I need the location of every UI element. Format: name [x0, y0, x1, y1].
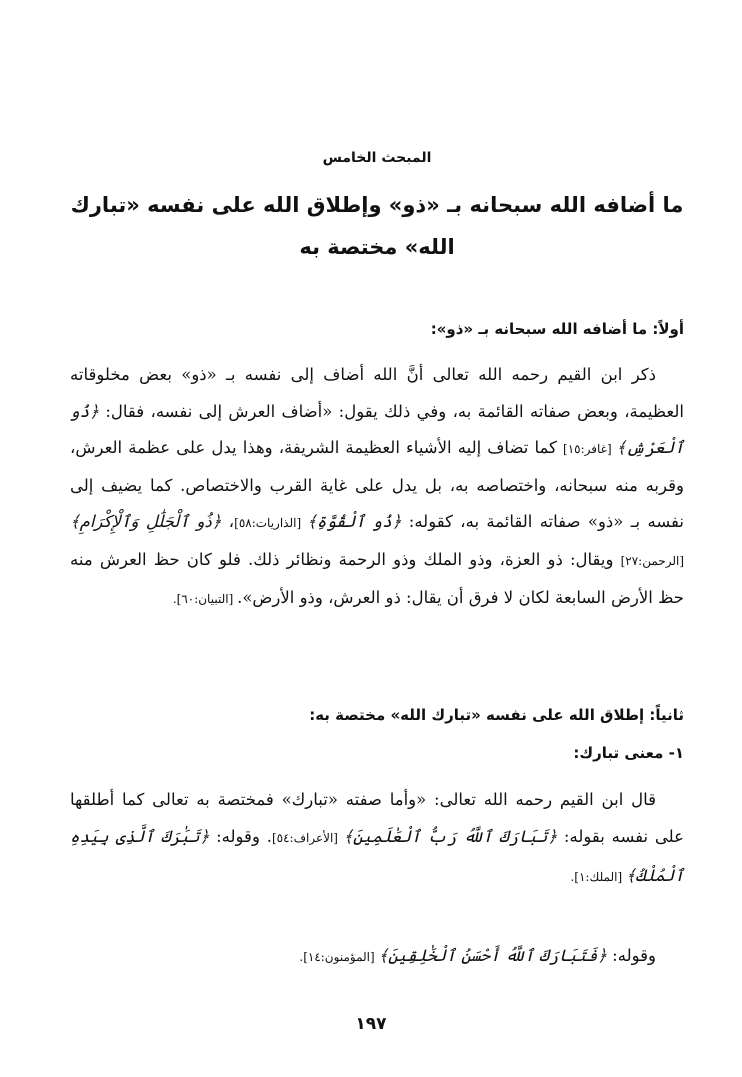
verse-reference: [الرحمن:٢٧]: [620, 553, 684, 568]
section-2-subheading: ١- معنى تبارك:: [573, 744, 684, 762]
paragraph-text: قال ابن القيم رحمه الله تعالى: «وأما صفته «تبارك» فمختصة به تعالى كما أطلقها على نفسه بقوله:: [70, 790, 684, 846]
quran-verse: ﴿ذُو ٱلْقُوَّةِ﴾: [307, 512, 402, 532]
quran-verse: ﴿ذُو ٱلْعَرْشِ﴾: [70, 401, 685, 458]
verse-reference: [الأعراف:٥٤]: [271, 831, 344, 845]
paragraph-text: ويقال: ذو العزة، وذو الملك وذو الرحمة ونظائر ذلك. فلو كان حظ العرش منه حظ الأرض السابعة لكان لا فرق أن يقال: ذو العرش، وذو الأرض».: [70, 549, 684, 607]
quran-verse: ﴿ذُو ٱلْجَلَٰلِ وَٱلْإِكْرَامِ﴾: [70, 512, 222, 532]
chapter-label: المبحث الخامس: [322, 150, 432, 166]
source-reference: [التبيان:٦٠].: [172, 591, 238, 606]
paragraph-text: . وقوله:: [209, 827, 272, 846]
paragraph-text: ذكر ابن القيم رحمه الله تعالى أنَّ الله أضاف إلى نفسه بـ «ذو» بعض مخلوقاته العظيمة، وبعض صفاته القائمة به، وفي ذلك يقول: «أضاف العرش إلى نفسه، فقال:: [70, 365, 684, 421]
section-1-paragraph: [70, 357, 684, 617]
quran-verse: ﴿فَتَبَارَكَ ٱللَّهُ أَحْسَنُ ٱلْخَٰلِقِينَ﴾: [378, 946, 607, 965]
title-line-2: الله» مختصة به: [299, 235, 455, 259]
paragraph-text: وقوله:: [606, 946, 656, 965]
quran-verse: ﴿تَبَٰرَكَ ٱلَّذِى بِيَدِهِ ٱلْمُلْكُ﴾: [70, 827, 684, 885]
verse-reference: [الذاريات:٥٨]: [234, 516, 308, 531]
section-2-last-line: [70, 937, 684, 976]
section-2-body: [70, 781, 684, 896]
verse-reference: [المؤمنون:١٤].: [299, 950, 379, 964]
verse-reference: [الملك:١].: [570, 870, 626, 884]
section-2-paragraph-end: [70, 937, 684, 976]
title-line-1: ما أضافه الله سبحانه بـ «ذو» وإطلاق الله على نفسه «تبارك: [70, 193, 684, 217]
section-2-paragraph: [70, 781, 684, 896]
quran-verse: ﴿تَبَارَكَ ٱللَّهُ رَبُّ ٱلْعَٰلَمِينَ﴾: [343, 827, 558, 846]
verse-reference: [غافر:١٥]: [563, 442, 617, 457]
section-2-heading: ثانياً: إطلاق الله على نفسه «تبارك الله» مختصة به:: [309, 706, 684, 724]
section-1-body: [70, 357, 684, 617]
page-title: [70, 184, 684, 268]
page-number: ١٩٧: [355, 1014, 387, 1034]
paragraph-text: كما تضاف إليه الأشياء العظيمة الشريفة، وهذا يدل على عظمة العرش، وقربه منه سبحانه، واختصاصه به، بل يدل على غاية القرب والاختصاص. كما يضيف إلى نفسه بـ «ذو» صفاته القائمة به، كقوله:: [70, 438, 684, 532]
paragraph-text: ،: [221, 512, 235, 532]
section-1-heading: أولاً: ما أضافه الله سبحانه بـ «ذو»:: [430, 320, 684, 338]
